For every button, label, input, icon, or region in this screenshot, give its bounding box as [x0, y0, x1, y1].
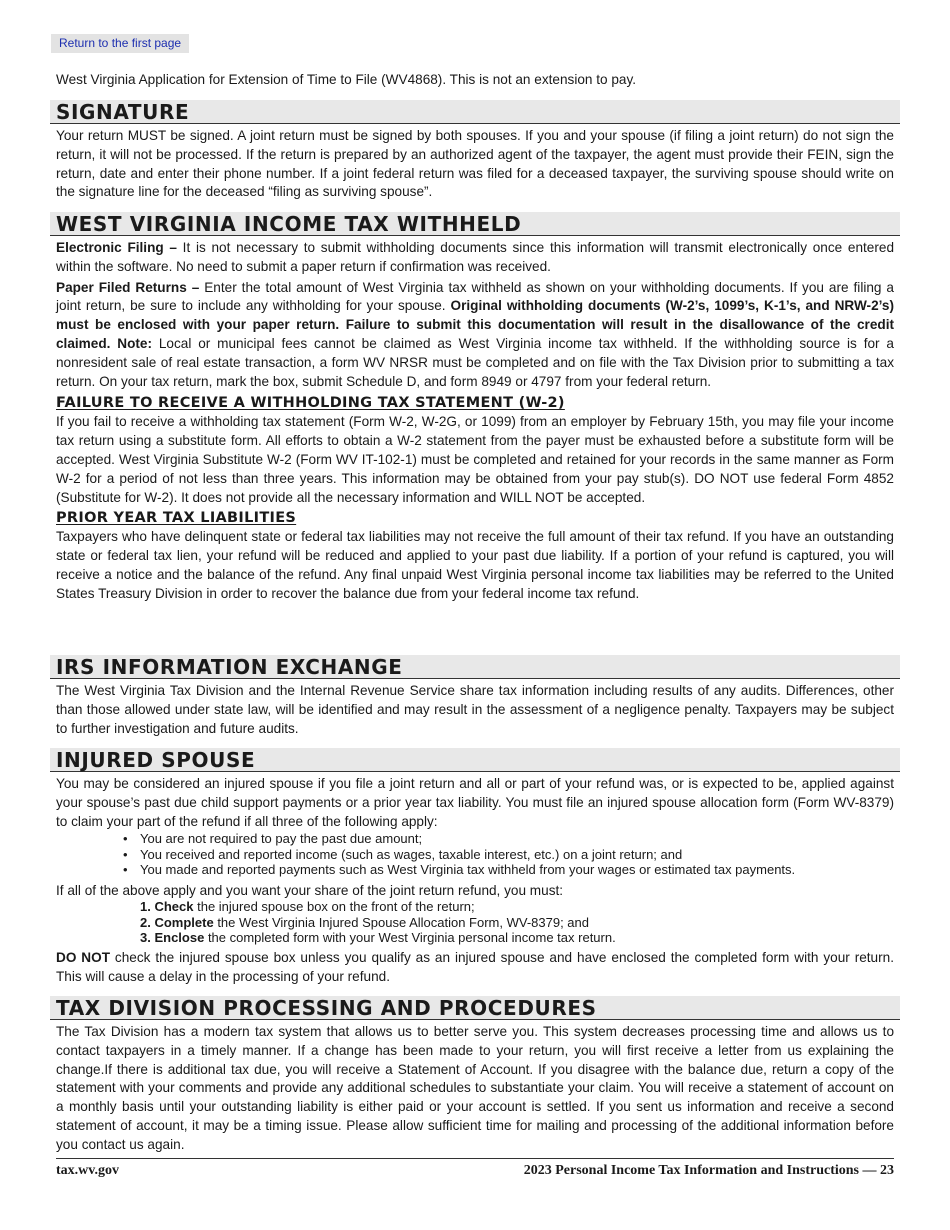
page-footer [56, 1158, 894, 1179]
do-not-label: DO NOT [56, 950, 110, 966]
list-item: • You received and reported income (such as wages, taxable interest, etc.) on a joint return; and [140, 847, 894, 863]
electronic-filing-body: It is not necessary to submit withholding documents since this information will transmit electronically once entered within the software. No need to submit a paper return if confirmation was received. [56, 240, 895, 274]
injured-spouse-heading: INJURED SPOUSE [50, 748, 900, 772]
injured-spouse-text: You may be considered an injured spouse if you file a joint return and all or part of your refund was, or is expected to be, applied against your spouse’s past due child support payments or a prior year tax liability. You must file an injured spouse allocation form (Form WV-8379) to claim your part of the refund if all three of the following apply: [56, 776, 894, 829]
signature-section [56, 100, 894, 202]
step-number: 2. [140, 914, 151, 930]
withheld-heading: WEST VIRGINIA INCOME TAX WITHHELD [50, 212, 900, 236]
processing-section [56, 996, 894, 1155]
signature-text: Your return MUST be signed. A joint return must be signed by both spouses. If you and your spouse (if filing a joint return) do not sign the return, it will not be processed. If the return is prepared by an authorized agent of the taxpayer, the agent must provide their FEIN, sign the return, date and enter their phone number. If a joint federal return was filed for a deceased taxpayer, the surviving spouse should write on the signature line for the deceased “filing as surviving spouse”. [56, 128, 894, 200]
intro-text: West Virginia Application for Extension of Time to File (WV4868). This is not an extension to pay. [56, 72, 637, 87]
withheld-section [56, 212, 894, 604]
steps-intro: If all of the above apply and you want your share of the joint return refund, you must: [56, 882, 564, 898]
failure-heading: FAILURE TO RECEIVE A WITHHOLDING TAX STATEMENT (W-2) [56, 395, 565, 412]
footer-page-info: 2023 Personal Income Tax Information and Instructions — 23 [523, 1163, 894, 1178]
step-text: the West Virginia Injured Spouse Allocation Form, WV-8379; and [213, 914, 589, 930]
list-item: • You made and reported payments such as West Virginia tax withheld from your wages or estimated tax payments. [140, 862, 894, 878]
signature-heading: SIGNATURE [50, 100, 900, 124]
prior-year-heading: PRIOR YEAR TAX LIABILITIES [56, 510, 297, 527]
paper-filed-text [56, 279, 894, 392]
step-verb: Complete [154, 914, 214, 930]
failure-text: If you fail to receive a withholding tax statement (Form W-2, W-2G, or 1099) from an employer by February 15th, you may file your income tax return using a substitute form. All efforts to obtain a W-2 statement from the payer must be exhausted before a substitute form will be accepted. West Virginia Substitute W-2 (Form WV IT-102-1) must be completed and retained for your records in the same manner as Form W-2 for a period of not less than three years. This information may be obtained from your pay stub(s). DO NOT use federal Form 4852 (Substitute for W-2). It does not provide all the necessary information and WILL NOT be accepted. [56, 414, 894, 505]
list-item [140, 930, 894, 946]
processing-heading: TAX DIVISION PROCESSING AND PROCEDURES [50, 996, 900, 1020]
irs-section [56, 655, 894, 738]
do-not-body: check the injured spouse box unless you qualify as an injured spouse and have enclosed the completed form with your return. This will cause a delay in the processing of your refund. [56, 950, 894, 985]
footer-website: tax.wv.gov [56, 1163, 119, 1178]
irs-text: The West Virginia Tax Division and the Internal Revenue Service share tax information including results of any audits. Differences, other than those allowed under state law, will be identified and may result in the assessment of a negligence penalty. Taxpayers may be subject to further investigation and future audits. [56, 683, 894, 736]
injured-spouse-section [56, 748, 894, 987]
step-text: the injured spouse box on the front of the return; [193, 898, 475, 914]
prior-year-text: Taxpayers who have delinquent state or federal tax liabilities may not receive the full amount of their tax refund. If you have an outstanding state or federal tax lien, your refund will be reduced and applied to your past due liability. If a portion of your refund is captured, you will receive a notice and the balance of the refund. Any final unpaid West Virginia personal income tax liabilities may be referred to the United States Treasury Division in order to recover the balance due from your federal income tax refund. [56, 529, 894, 601]
paper-filed-bold: Original withholding documents (W-2’s, 1099’s, K-1’s, and NRW-2’s) must be enclosed with your paper return. Failure to submit this documentation will result in the disallowance of the credit claimed. Note: [56, 298, 894, 351]
paper-filed-body-2: Local or municipal fees cannot be claimed as West Virginia income tax withheld. If the withholding source is for a nonresident sale of real estate transaction, a form WV NRSR must be completed and on file with the Tax Division prior to submitting a tax return. On your tax return, mark the box, submit Schedule D, and form 8949 or 4797 from your federal return. [56, 335, 894, 389]
paper-filed-label: Paper Filed Returns – [56, 279, 200, 295]
processing-text: The Tax Division has a modern tax system that allows us to better serve you. This system decreases processing time and allows us to contact taxpayers in a timely manner. If a change has been made to your return, you will first receive a letter from us explaining the change.If there is additional tax due, you will receive a Statement of Account. If you disagree with the balance due, return a copy of the statement with your comments and provide any additional schedules to substantiate your claim. You will receive a statement of account on a monthly basis until your outstanding liability is either paid or your account is settled. If you sent us information and receive a second statement of account, it may be a timing issue. Please allow sufficient time for mailing and processing of the additional information before you contact us again. [56, 1024, 894, 1152]
step-verb: Check [154, 898, 194, 914]
electronic-filing-label: Electronic Filing – [56, 240, 177, 255]
electronic-filing-text [56, 239, 894, 277]
list-item [140, 915, 894, 931]
list-item: • You are not required to pay the past due amount; [140, 831, 894, 847]
irs-heading: IRS INFORMATION EXCHANGE [50, 655, 900, 679]
injured-spouse-steps [56, 899, 894, 946]
step-number: 3. [140, 930, 151, 946]
step-number: 1. [140, 898, 151, 914]
injured-spouse-bullets [56, 831, 894, 878]
list-item [140, 899, 894, 915]
step-verb: Enclose [154, 930, 205, 946]
return-to-first-page-button[interactable]: Return to the first page [51, 34, 189, 53]
do-not-text [56, 949, 894, 987]
step-text: the completed form with your West Virginia personal income tax return. [204, 930, 616, 946]
paper-filed-body-1: Enter the total amount of West Virginia tax withheld as shown on your withholding documents. If you are filing a joint return, be sure to include any withholding for your spouse. [56, 279, 894, 314]
